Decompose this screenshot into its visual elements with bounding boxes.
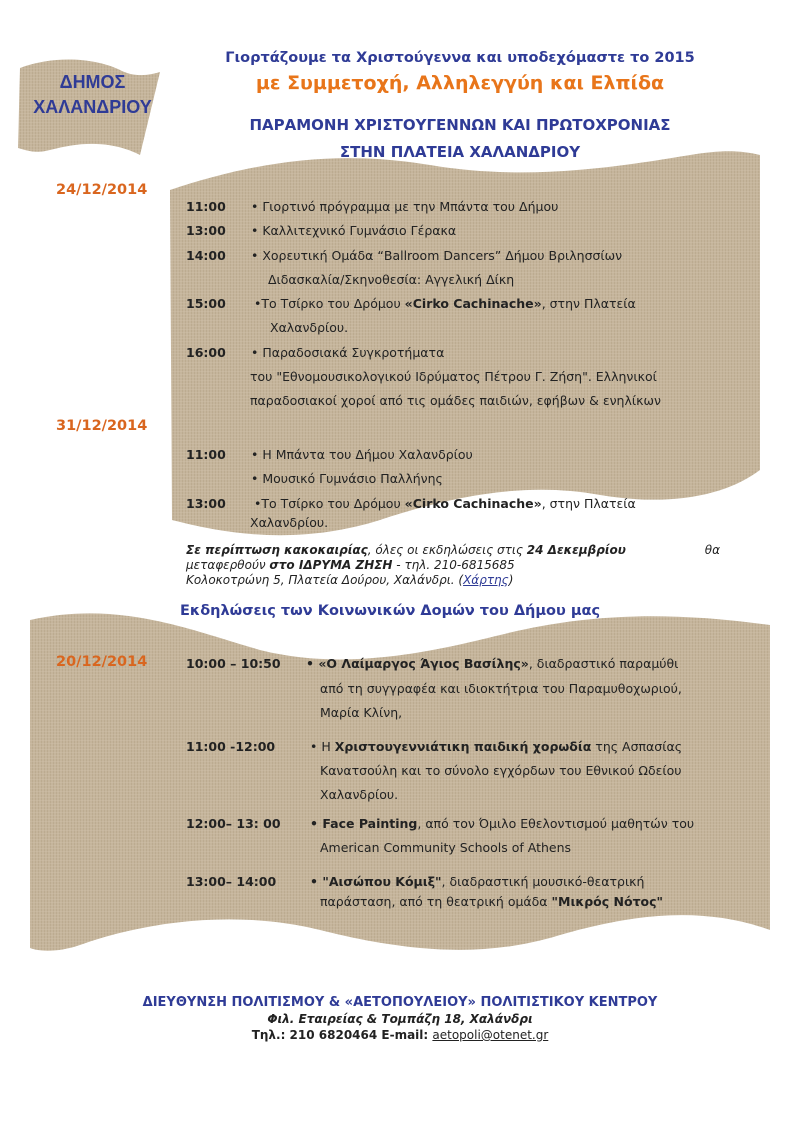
event-text-cont: Μαρία Κλίνη, (320, 705, 403, 720)
event-text: • Η Μπάντα του Δήμου Χαλανδρίου (251, 447, 473, 462)
logo (20, 70, 165, 120)
event-text-post: , στην Πλατεία (541, 296, 636, 311)
day1-date: 24/12/2014 (56, 182, 148, 198)
rain-notice-title: Σε περίπτωση κακοκαιρίας (186, 543, 368, 557)
rain-paren: ) (508, 573, 514, 587)
event-title: «Cirko Cachinache» (404, 296, 542, 311)
event-text-pre: • Η (310, 739, 335, 754)
header-line1: Γιορτάζουμε τα Χριστούγεννα και υποδεχόμαστε το 2015 (225, 50, 695, 66)
event-title: • «Ο Λαίμαργος Άγιος Βασίλης» (306, 656, 529, 671)
event-text-cont: από τη συγγραφέα και ιδιοκτήτρια του Παραμυθοχωριού, (320, 681, 682, 696)
event-time: 15:00 (186, 296, 226, 311)
event-time: 13:00 (186, 223, 226, 238)
social-heading: Εκδηλώσεις των Κοινωνικών Δομών του Δήμου μας (180, 603, 601, 619)
event-time: 11:00 -12:00 (186, 739, 276, 754)
event-text: • Μουσικό Γυμνάσιο Παλλήνης (251, 471, 443, 486)
event-text-cont-pre: παράσταση, από τη θεατρική ομάδα (320, 894, 552, 909)
event-text: • Παραδοσιακά Συγκροτήματα (251, 345, 445, 360)
day2-date: 31/12/2014 (56, 418, 148, 434)
rain-text: μεταφερθούν (186, 558, 270, 572)
email-link[interactable]: aetopoli@otenet.gr (432, 1028, 549, 1042)
event-time: 12:00– 13: 00 (186, 816, 281, 831)
event-text-post: της Ασπασίας (591, 739, 683, 754)
event-title: • "Αισώπου Κόμιξ" (310, 874, 442, 889)
event-text (310, 812, 694, 835)
event-text-cont: Χαλανδρίου. (250, 515, 329, 530)
event-text-cont: παραδοσιακοί χοροί από τις ομάδες παιδιών, εφήβων & ενηλίκων (250, 393, 661, 408)
event-text-cont: Χαλανδρίου. (270, 320, 349, 335)
event-text-post: , διαδραστικό παραμύθι (528, 656, 679, 671)
event-text-cont: Διδασκαλία/Σκηνοθεσία: Αγγελική Δίκη (268, 272, 515, 287)
event-title: «Cirko Cachinache» (404, 496, 542, 511)
event-time: 14:00 (186, 248, 226, 263)
event-time: 11:00 (186, 199, 226, 214)
social-date: 20/12/2014 (56, 654, 148, 670)
event-time: 10:00 – 10:50 (186, 656, 281, 671)
event-time: 16:00 (186, 345, 226, 360)
event-text-cont: Κανατσούλη και το σύνολο εγχόρδων του Εθνικού Ωδείου (320, 763, 682, 778)
event-text-post: , στην Πλατεία (541, 496, 636, 511)
event-time: 11:00 (186, 447, 226, 462)
event-text (254, 292, 636, 315)
header-line2: με Συμμετοχή, Αλληλεγγύη και Ελπίδα (255, 72, 665, 94)
rain-notice (186, 543, 720, 588)
event-text-pre: •Το Τσίρκο του Δρόμου (254, 496, 405, 511)
event-title: Χριστουγεννιάτικη παιδική χορωδία (334, 739, 592, 754)
event-time: 13:00– 14:00 (186, 874, 277, 889)
rain-venue: στο ΙΔΡΥΜΑ ΖΗΣΗ (269, 558, 393, 572)
event-text (310, 735, 682, 758)
footer-address: Φιλ. Εταιρείας & Τομπάζη 18, Χαλάνδρι (267, 1012, 533, 1026)
event-time: 13:00 (186, 496, 226, 511)
event-text (306, 652, 678, 675)
rain-text: , όλες οι εκδηλώσεις στις (367, 543, 527, 557)
event-text-cont (320, 890, 663, 913)
event-group: "Μικρός Νότος" (551, 894, 664, 909)
map-link[interactable]: Χάρτης (463, 573, 509, 587)
logo-line2: ΧΑΛΑΝΔΡΙΟΥ (33, 97, 152, 117)
logo-line1: ΔΗΜΟΣ (59, 72, 126, 92)
footer-organization: ΔΙΕΥΘΥΝΣΗ ΠΟΛΙΤΙΣΜΟΥ & «ΑΕΤΟΠΟΥΛΕΙΟΥ» ΠΟΛΙΤΙΣΤΙΚΟΥ ΚΕΝΤΡΟΥ (142, 995, 658, 1010)
event-text-post: , διαδραστική μουσικό-θεατρική (441, 874, 645, 889)
event-title: • Face Painting (310, 816, 418, 831)
page-title: ΠΑΡΑΜΟΝΗ ΧΡΙΣΤΟΥΓΕΝΝΩΝ ΚΑΙ ΠΡΩΤΟΧΡΟΝΙΑΣ (249, 116, 671, 134)
rain-phone: - τηλ. 210-6815685 (392, 558, 515, 572)
rain-text-end: θα (704, 543, 720, 557)
event-text-pre: •Το Τσίρκο του Δρόμου (254, 296, 405, 311)
event-text-cont: του "Εθνομουσικολογικού Ιδρύματος Πέτρου Γ. Ζήση". Ελληνικοί (250, 369, 657, 384)
event-text: • Χορευτική Ομάδα “Ballroom Dancers” Δήμου Βριλησσίων (251, 248, 623, 263)
rain-address: Κολοκοτρώνη 5, Πλατεία Δούρου, Χαλάνδρι. ( (186, 573, 464, 587)
event-text-cont: American Community Schools of Athens (320, 840, 572, 855)
rain-date: 24 Δεκεμβρίου (526, 543, 626, 557)
event-text-cont: Χαλανδρίου. (320, 787, 399, 802)
event-text: • Καλλιτεχνικό Γυμνάσιο Γέρακα (251, 223, 457, 238)
footer-phone: Τηλ.: 210 6820464 E-mail: (251, 1028, 433, 1042)
event-text: • Γιορτινό πρόγραμμα με την Μπάντα του Δήμου (251, 199, 559, 214)
footer-contact (0, 1028, 800, 1042)
page-subtitle: ΣΤΗΝ ΠΛΑΤΕΙΑ ΧΑΛΑΝΔΡΙΟΥ (339, 143, 581, 161)
event-text-post: , από τον Όμιλο Εθελοντισμού μαθητών του (417, 816, 695, 831)
